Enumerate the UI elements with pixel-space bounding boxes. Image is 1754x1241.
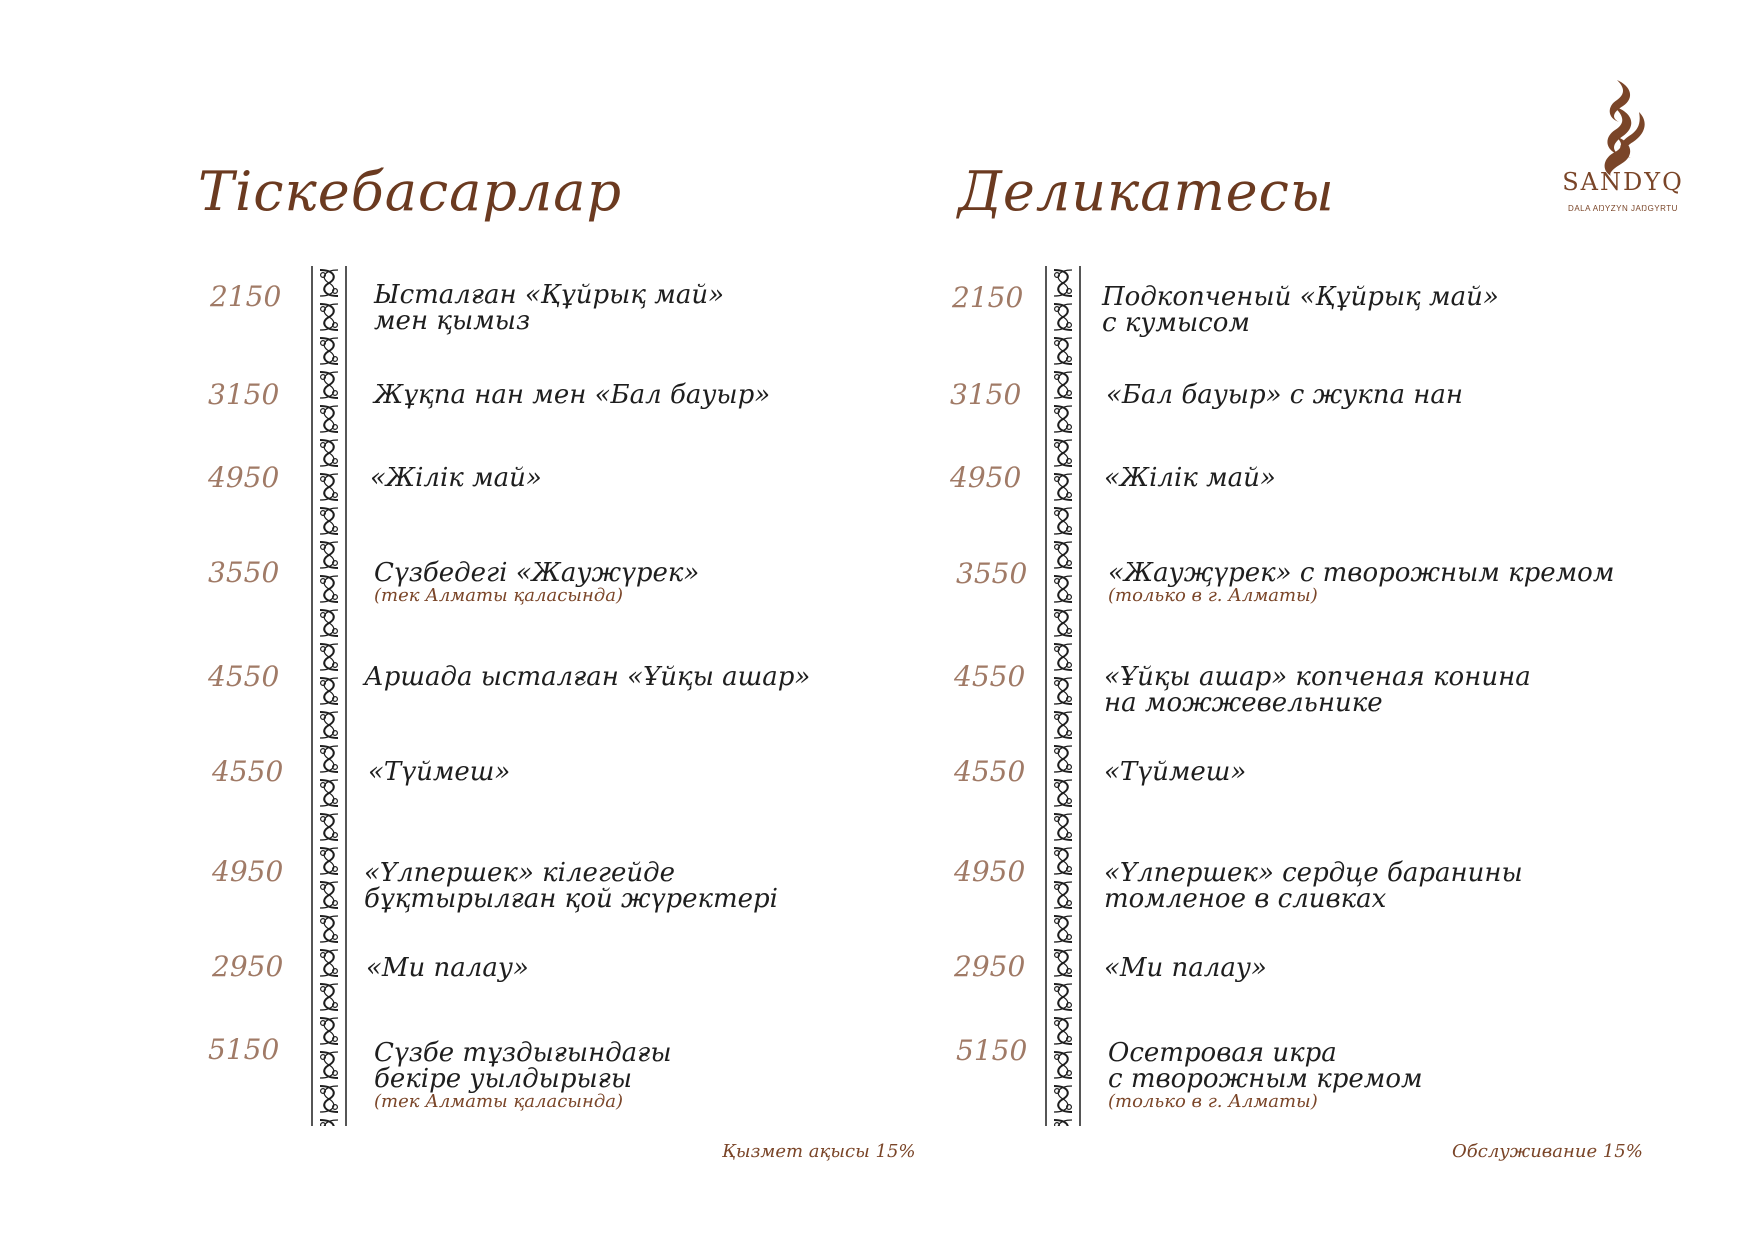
left-item-2-name: Жұқпа нан мен «Бал бауыр» bbox=[374, 380, 771, 410]
left-item-8-name: «Ми палау» bbox=[366, 953, 529, 983]
right-item-7-price: 4950 bbox=[954, 855, 1026, 888]
right-section-title: Деликатесы bbox=[958, 160, 1335, 223]
left-item-8-price: 2950 bbox=[212, 950, 284, 983]
right-item-9-name: Осетровая икра с творожным кремом (только в г. Алматы) bbox=[1108, 1038, 1423, 1112]
left-item-3-name: «Жілік май» bbox=[370, 463, 542, 493]
left-item-9-name: Сүзбе тұздығындағы бекіре уылдырығы (тек Алматы қаласында) bbox=[374, 1038, 672, 1112]
left-item-3-price: 4950 bbox=[208, 461, 280, 494]
left-item-2-price: 3150 bbox=[208, 378, 280, 411]
left-item-5-price: 4550 bbox=[208, 660, 280, 693]
left-item-6-price: 4550 bbox=[212, 755, 284, 788]
left-item-7-price: 4950 bbox=[212, 855, 284, 888]
right-service-fee: Обслуживание 15% bbox=[1452, 1141, 1643, 1162]
left-item-1-name: Ысталған «Құйрық май» мен қымыз bbox=[374, 280, 725, 336]
brand-tagline: DALA AŊYZYN JAŊGYRTU bbox=[1568, 204, 1678, 213]
right-item-5-price: 4550 bbox=[954, 660, 1026, 693]
brand-name: SANDYQ bbox=[1562, 168, 1684, 196]
right-item-4-name: «Жауҗүрек» с творожным кремом (только в г. Алматы) bbox=[1108, 558, 1615, 606]
right-item-6-price: 4550 bbox=[954, 755, 1026, 788]
left-item-9-note: (тек Алматы қаласында) bbox=[374, 1091, 623, 1112]
right-item-3-price: 4950 bbox=[950, 461, 1022, 494]
left-item-5-name: Аршада ысталған «Ұйқы ашар» bbox=[364, 662, 811, 692]
left-item-7-name: «Үлпершек» кілегейде бұқтырылған қой жүректері bbox=[364, 858, 778, 914]
right-item-5-name: «Ұйқы ашар» копченая конина на можжевельнике bbox=[1104, 662, 1531, 718]
right-item-9-price: 5150 bbox=[956, 1034, 1028, 1067]
right-item-6-name: «Түймеш» bbox=[1104, 757, 1247, 787]
right-item-7-name: «Үлпершек» сердце баранины томленое в сливках bbox=[1104, 858, 1523, 914]
left-item-4-price: 3550 bbox=[208, 556, 280, 589]
right-item-1-name: Подкопченый «Құйрық май» с кумысом bbox=[1102, 282, 1499, 338]
right-item-3-name: «Жілік май» bbox=[1104, 463, 1276, 493]
right-item-4-note: (только в г. Алматы) bbox=[1108, 585, 1318, 606]
right-item-8-price: 2950 bbox=[954, 950, 1026, 983]
left-service-fee: Қызмет ақысы 15% bbox=[722, 1141, 916, 1162]
right-item-2-price: 3150 bbox=[950, 378, 1022, 411]
left-item-4-name: Сүзбедегі «Жаужүрек» (тек Алматы қаласында) bbox=[374, 558, 700, 606]
left-item-4-note: (тек Алматы қаласында) bbox=[374, 585, 623, 606]
left-item-1-price: 2150 bbox=[210, 280, 282, 313]
right-item-4-price: 3550 bbox=[956, 557, 1028, 590]
right-item-1-price: 2150 bbox=[952, 281, 1024, 314]
right-item-2-name: «Бал бауыр» с жукпа нан bbox=[1106, 380, 1464, 410]
left-ornament-divider bbox=[310, 266, 348, 1126]
right-ornament-divider bbox=[1044, 266, 1082, 1126]
left-item-9-price: 5150 bbox=[208, 1033, 280, 1066]
right-item-9-note: (только в г. Алматы) bbox=[1108, 1091, 1318, 1112]
left-item-6-name: «Түймеш» bbox=[368, 757, 511, 787]
right-item-8-name: «Ми палау» bbox=[1104, 953, 1267, 983]
left-section-title: Тіскебасарлар bbox=[198, 160, 623, 223]
